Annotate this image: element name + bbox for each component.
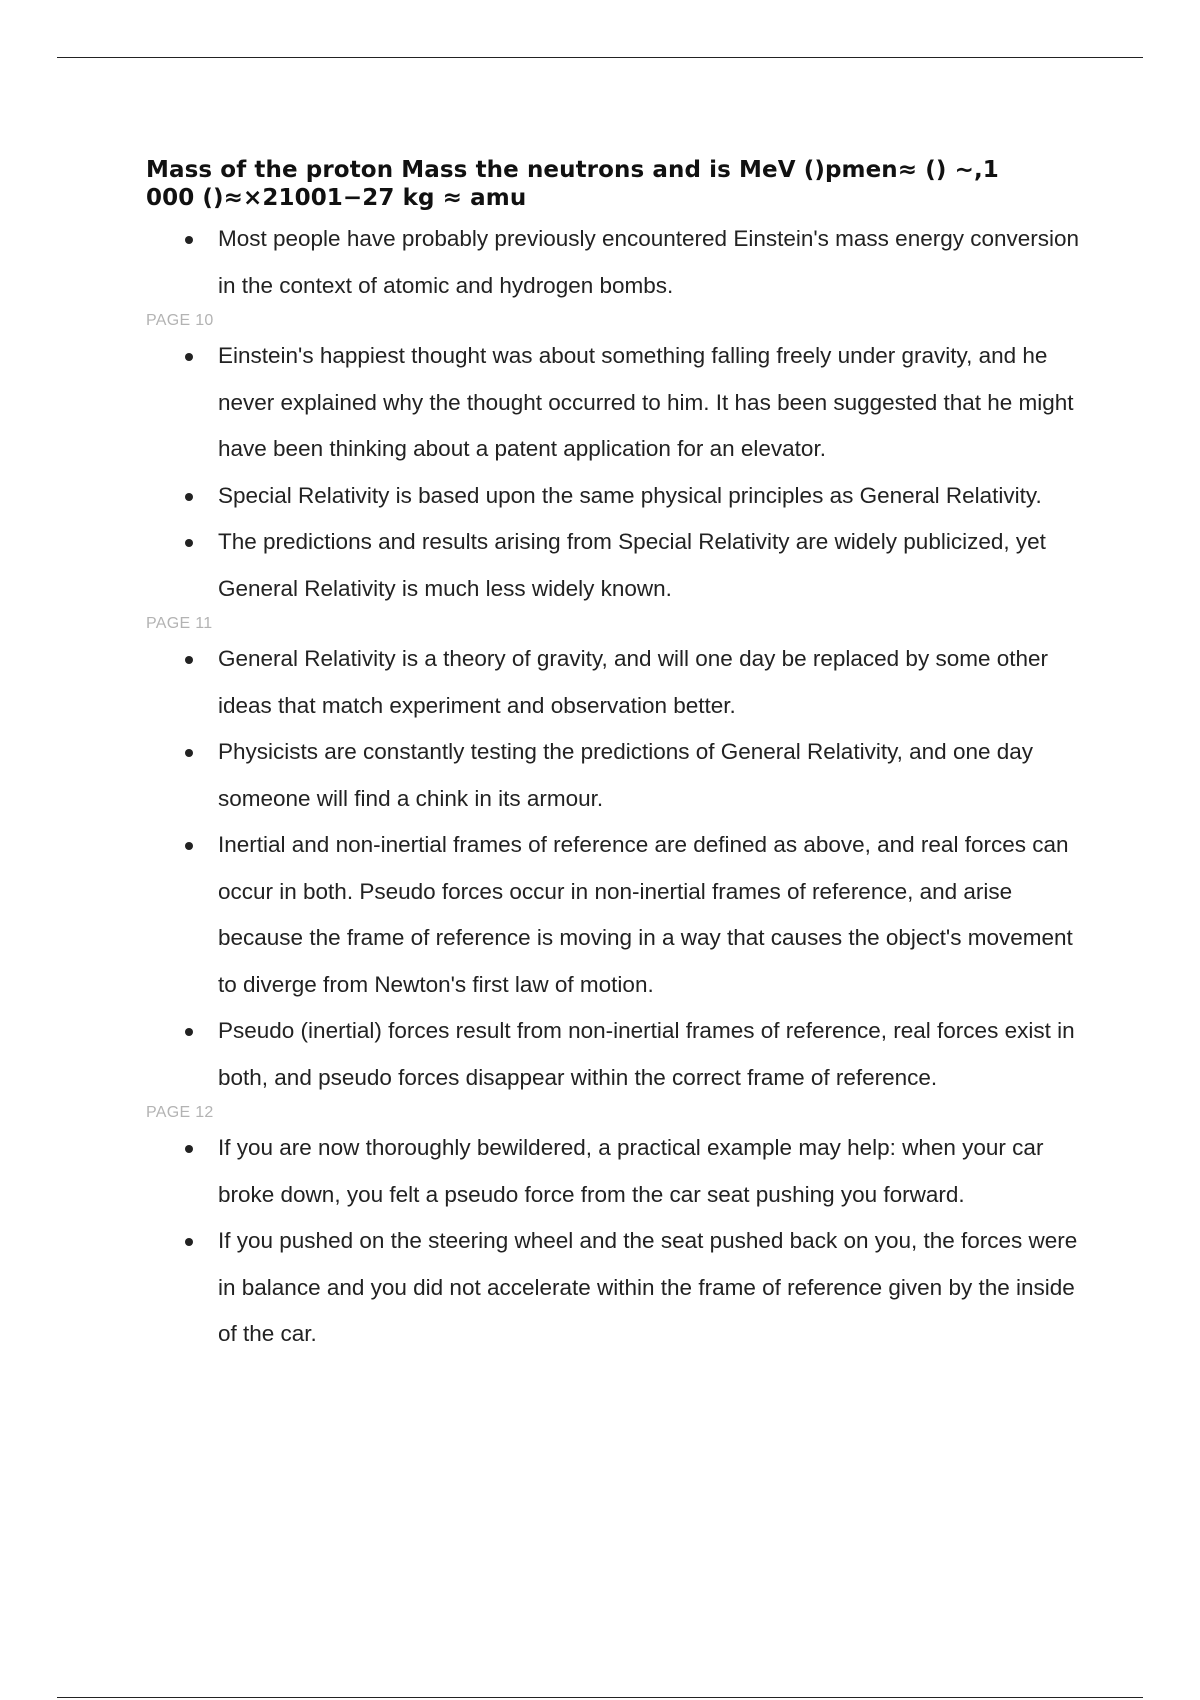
bullet-item: If you pushed on the steering wheel and the seat pushed back on you, the forces were in balance and you did not accelerate within the frame of reference given by the inside of the car. [146,1218,1096,1358]
bottom-rule [57,1697,1143,1698]
bullet-list-intro [146,216,1096,309]
page-label-11: PAGE 11 [146,615,213,632]
bullet-item: Inertial and non-inertial frames of reference are defined as above, and real forces can occur in both. Pseudo forces occur in non-inertial frames of reference, and arise because the frame of reference is moving in a way that causes the object's movement to diverge from Newton's first law of motion. [146,822,1096,1008]
bullet-item: Einstein's happiest thought was about something falling freely under gravity, and he never explained why the thought occurred to him. It has been suggested that he might have been thinking about a patent application for an elevator. [146,333,1096,473]
section-heading [146,156,1096,212]
bullet-item: Pseudo (inertial) forces result from non-inertial frames of reference, real forces exist in both, and pseudo forces disappear within the correct frame of reference. [146,1008,1096,1101]
bullet-item: If you are now thoroughly bewildered, a practical example may help: when your car broke down, you felt a pseudo force from the car seat pushing you forward. [146,1125,1096,1218]
bullet-item: The predictions and results arising from Special Relativity are widely publicized, yet General Relativity is much less widely known. [146,519,1096,612]
document-body [146,156,1096,1358]
bullet-item: Physicists are constantly testing the predictions of General Relativity, and one day someone will find a chink in its armour. [146,729,1096,822]
page-label-12: PAGE 12 [146,1104,214,1121]
heading-line-1: Mass of the proton Mass the neutrons and is MeV ()pmen≈ () ~,1 [146,157,999,183]
top-rule [57,57,1143,58]
bullet-item: General Relativity is a theory of gravity, and will one day be replaced by some other ideas that match experiment and observation better. [146,636,1096,729]
bullet-item: Most people have probably previously encountered Einstein's mass energy conversion in the context of atomic and hydrogen bombs. [146,216,1096,309]
bullet-list-page-11 [146,636,1096,1101]
heading-line-2: 000 ()≈×21001−27 kg ≈ amu [146,185,527,211]
page-label-10: PAGE 10 [146,312,214,329]
bullet-list-page-12 [146,1125,1096,1358]
bullet-item: Special Relativity is based upon the same physical principles as General Relativity. [146,473,1096,520]
bullet-list-page-10 [146,333,1096,612]
